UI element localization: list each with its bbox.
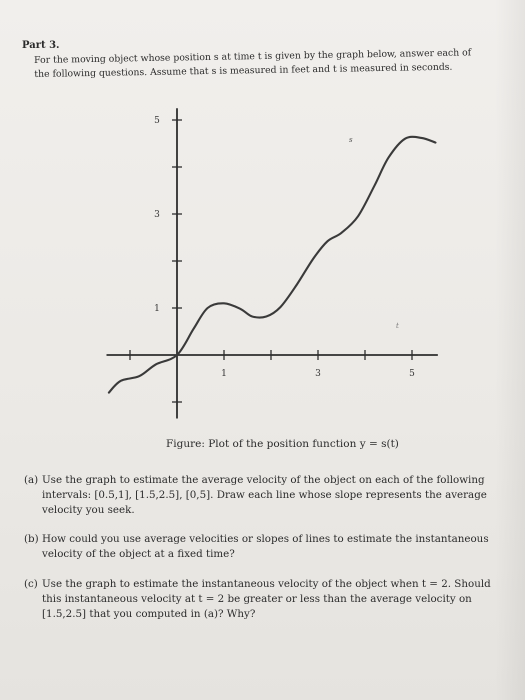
x-tick-label: 1 [221,369,227,379]
question-c-text: Use the graph to estimate the instantaneous velocity of the object when t = 2. Should this instantaneous velocity at t = 2 be greater or less than the average velocity on [1.5,2.5] that you computed in (a)? Why? [42,578,491,620]
question-c-label: (c) [24,578,38,590]
graph-axes [107,108,438,418]
question-c [24,577,512,622]
curve-label-s: s [349,136,353,144]
y-tick-label: 5 [154,116,160,126]
graph-tick-labels [154,116,415,379]
intro-paragraph: For the moving object whose position s at time t is given by the graph below, answer each of the following questions. Assume that s is measured in feet and t is measured in seconds. [34,47,472,80]
y-tick-label: 1 [154,304,160,314]
axis-letter-t: t [396,322,399,330]
question-b [24,532,512,562]
question-a-label: (a) [24,474,39,486]
question-a [24,473,512,518]
x-tick-label: 5 [409,369,415,379]
graph-ticks [130,120,412,402]
figure-caption: Figure: Plot of the position function y = s(t) [166,438,399,450]
part-title: Part 3. [22,40,60,51]
x-tick-label: 3 [315,369,321,379]
question-b-label: (b) [24,533,39,545]
question-a-text: Use the graph to estimate the average velocity of the object on each of the following intervals: [0.5,1], [1.5,2.5], [0,5]. Draw each line whose slope represents the average velocity you seek. [42,474,487,516]
y-tick-label: 3 [154,210,160,220]
question-b-text: How could you use average velocities or slopes of lines to estimate the instantaneous velocity of the object at a fixed time? [42,533,489,560]
